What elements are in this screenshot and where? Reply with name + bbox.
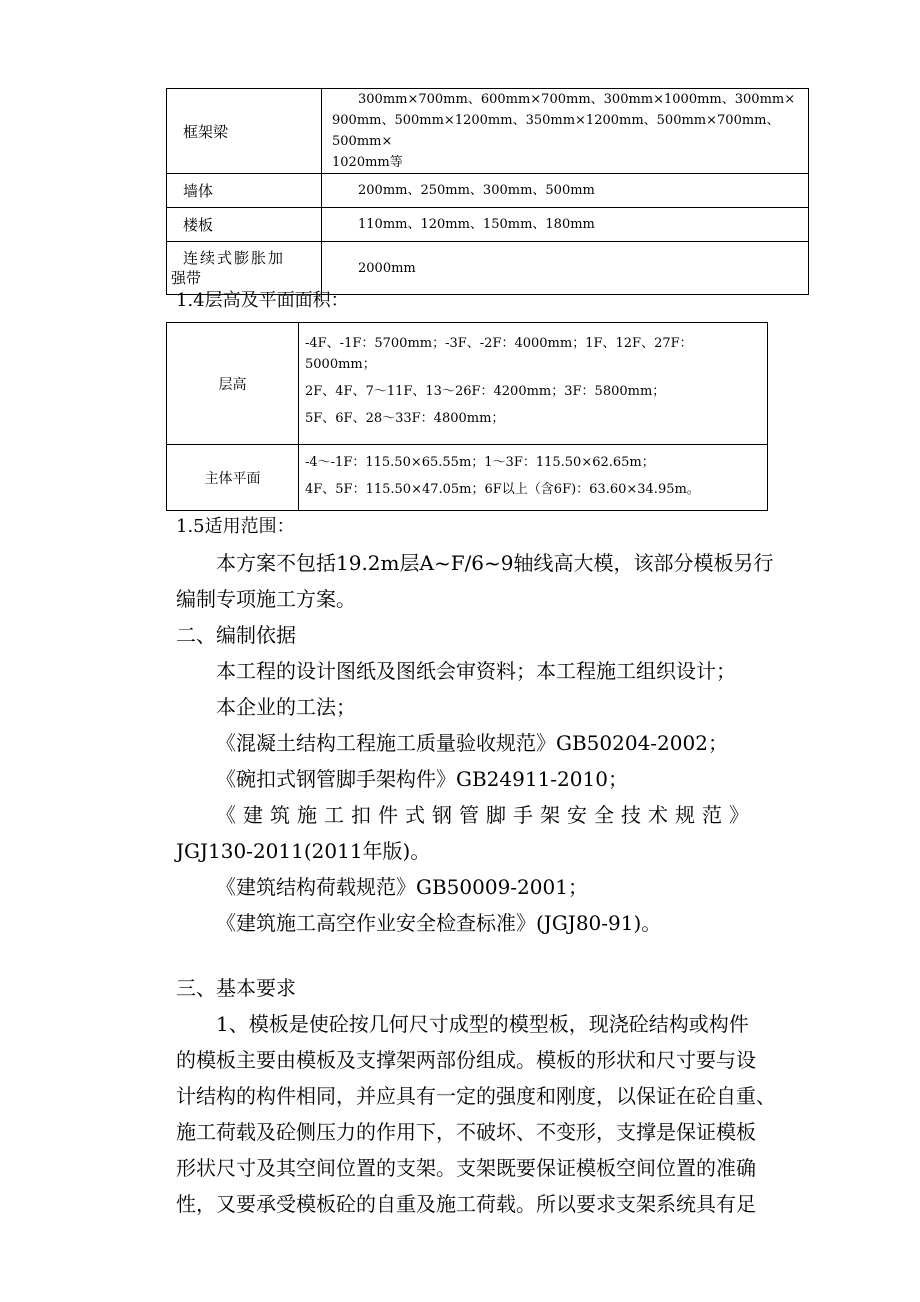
- row-label: 楼板: [167, 208, 322, 242]
- label-line: 连续式膨胀加: [183, 249, 286, 267]
- value-line: 2F、4F、7～11F、13～26F：4200mm；3F：5800mm；: [305, 383, 666, 399]
- value-line: 1020mm等: [332, 155, 403, 170]
- section-heading: 1.5适用范围：: [176, 516, 295, 537]
- paragraph-line: 本工程的设计图纸及图纸会审资料；本工程施工组织设计；: [216, 659, 736, 683]
- paragraph-line: 本方案不包括19.2m层A~F/6~9轴线高大模，该部分模板另行: [216, 551, 774, 575]
- row-value: 200mm、250mm、300mm、500mm: [322, 174, 809, 208]
- value-line: -4F、-1F：5700mm；-3F、-2F：4000mm；1F、12F、27F：: [305, 335, 693, 351]
- paragraph-line: 计结构的构件相同，并应具有一定的强度和刚度，以保证在砼自重、: [176, 1084, 776, 1108]
- row-value: 2000mm: [322, 242, 809, 295]
- paragraph-line: 1、模板是使砼按几何尺寸成型的模型板，现浇砼结构或构件: [216, 1012, 749, 1036]
- row-value: [299, 445, 768, 511]
- table-row: [167, 208, 809, 242]
- table-row: [167, 89, 809, 174]
- paragraph-line: 施工荷载及砼侧压力的作用下，不破坏、不变形，支撑是保证模板: [176, 1120, 756, 1144]
- table-row: [167, 174, 809, 208]
- section-heading: 二、编制依据: [176, 623, 296, 647]
- row-label: [167, 242, 322, 295]
- paragraph-line: 《建筑施工扣件式钢管脚手架安全技术规范》: [216, 803, 756, 827]
- row-label: 主体平面: [167, 445, 299, 511]
- paragraph-line: 《建筑结构荷载规范》GB50009-2001；: [216, 875, 588, 899]
- value-line: 300mm×700mm、600mm×700mm、300mm×1000mm、300mm×: [332, 92, 796, 107]
- section-heading: 1.4层高及平面面积：: [176, 290, 349, 311]
- paragraph-line: 的模板主要由模板及支撑架两部份组成。模板的形状和尺寸要与设: [176, 1048, 756, 1072]
- value-line: 5F、6F、28～33F：4800mm；: [305, 410, 505, 426]
- row-value: [299, 323, 768, 445]
- label-line: 强带: [171, 269, 202, 287]
- table-row: [167, 242, 809, 295]
- row-label: 墙体: [167, 174, 322, 208]
- table-row: [167, 445, 768, 511]
- row-label: 层高: [167, 323, 299, 445]
- paragraph-line: JGJ130-2011(2011年版)。: [176, 839, 431, 863]
- row-label: 框架梁: [167, 89, 322, 174]
- paragraph-line: 形状尺寸及其空间位置的支架。支架既要保证模板空间位置的准确: [176, 1156, 756, 1180]
- row-value: 110mm、120mm、150mm、180mm: [322, 208, 809, 242]
- row-value: [322, 89, 809, 174]
- table-row: [167, 323, 768, 445]
- dimensions-table: [166, 88, 809, 295]
- value-line: 4F、5F：115.50×47.05m；6F以上（含6F)：63.60×34.95m。: [305, 482, 700, 497]
- section-heading: 三、基本要求: [176, 976, 296, 1000]
- value-line: 5000mm；: [305, 356, 376, 372]
- paragraph-line: 编制专项施工方案。: [176, 587, 356, 611]
- value-line: 900mm、500mm×1200mm、350mm×1200mm、500mm×700mm、500mm×: [332, 113, 780, 149]
- paragraph-line: 《混凝土结构工程施工质量验收规范》GB50204-2002；: [216, 731, 728, 755]
- floor-table: [166, 322, 768, 511]
- paragraph-line: 《碗扣式钢管脚手架构件》GB24911-2010；: [216, 767, 628, 791]
- paragraph-line: 本企业的工法；: [216, 695, 356, 719]
- paragraph-line: 性，又要承受模板砼的自重及施工荷载。所以要求支架系统具有足: [176, 1192, 756, 1216]
- paragraph-line: 《建筑施工高空作业安全检查标准》(JGJ80-91)。: [216, 911, 662, 935]
- value-line: -4～-1F：115.50×65.55m；1～3F：115.50×62.65m；: [305, 455, 655, 470]
